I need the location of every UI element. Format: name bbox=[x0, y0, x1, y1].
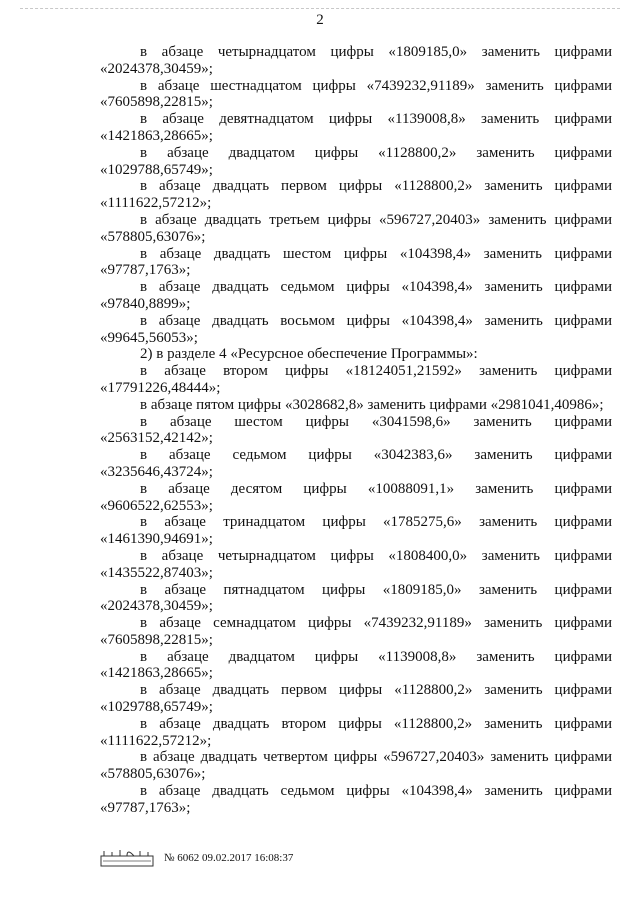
amendment-line: в абзаце двадцать четвертом цифры «596727,20403» заменить цифрами bbox=[140, 749, 612, 766]
amendment-value: «1461390,94691»; bbox=[100, 531, 213, 548]
amendment-line: в абзаце двадцать седьмом цифры «104398,4» заменить цифрами bbox=[140, 783, 612, 800]
amendment-value: «17791226,48444»; bbox=[100, 379, 221, 396]
amendment-value: «7605898,22815»; bbox=[100, 631, 213, 648]
amendments-block-1 bbox=[100, 44, 612, 346]
amendment-value: «7605898,22815»; bbox=[100, 94, 213, 111]
section-heading: 2) в разделе 4 «Ресурсное обеспечение Программы»: bbox=[140, 346, 478, 363]
amendment-line: в абзаце тринадцатом цифры «1785275,6» заменить цифрами bbox=[140, 514, 612, 531]
registry-stamp-icon bbox=[100, 848, 154, 868]
amendment-line: в абзаце четырнадцатом цифры «1808400,0» заменить цифрами bbox=[140, 547, 612, 564]
amendment-line: в абзаце двадцать втором цифры «1128800,2» заменить цифрами bbox=[140, 715, 612, 732]
amendment-value: «578805,63076»; bbox=[100, 766, 206, 783]
amendment-value: «97787,1763»; bbox=[100, 262, 191, 279]
amendment-line: в абзаце двадцать седьмом цифры «104398,4» заменить цифрами bbox=[140, 279, 612, 296]
amendment-value: «97840,8899»; bbox=[100, 295, 191, 312]
amendment-line: в абзаце десятом цифры «10088091,1» заменить цифрами bbox=[140, 480, 612, 497]
amendment-value: «99645,56053»; bbox=[100, 329, 198, 346]
page-top-border bbox=[20, 8, 620, 9]
amendment-value: «1435522,87403»; bbox=[100, 564, 213, 581]
amendment-value: «2024378,30459»; bbox=[100, 60, 213, 77]
amendment-line: в абзаце шестом цифры «3041598,6» заменить цифрами «2563152,42142»; bbox=[100, 413, 612, 447]
amendment-value: «2024378,30459»; bbox=[100, 598, 213, 615]
amendment-value: «1029788,65749»; bbox=[100, 161, 213, 178]
amendment-value: «578805,63076»; bbox=[100, 228, 206, 245]
amendments-block-2 bbox=[100, 363, 612, 817]
amendment-line: в абзаце пятом цифры «3028682,8» заменить цифрами «2981041,40986»; bbox=[140, 396, 604, 413]
amendment-value: «1111622,57212»; bbox=[100, 195, 212, 212]
amendment-line: в абзаце девятнадцатом цифры «1139008,8» заменить цифрами bbox=[140, 111, 612, 128]
amendment-value: «3235646,43724»; bbox=[100, 463, 213, 480]
registration-stamp-text: № 6062 09.02.2017 16:08:37 bbox=[164, 852, 294, 864]
amendment-line: в абзаце пятнадцатом цифры «1809185,0» заменить цифрами bbox=[140, 581, 612, 598]
amendment-value: «9606522,62553»; bbox=[100, 497, 213, 514]
amendment-line: в абзаце двадцать шестом цифры «104398,4» заменить цифрами bbox=[140, 245, 612, 262]
page-number: 2 bbox=[316, 12, 324, 28]
amendment-value: «97787,1763»; bbox=[100, 799, 191, 816]
amendment-line: в абзаце седьмом цифры «3042383,6» заменить цифрами bbox=[140, 447, 612, 464]
amendment-value: «1111622,57212»; bbox=[100, 732, 212, 749]
amendment-line: в абзаце двадцатом цифры «1139008,8» заменить цифрами bbox=[140, 648, 612, 665]
amendment-value: «1029788,65749»; bbox=[100, 699, 213, 716]
amendment-line: в абзаце двадцать первом цифры «1128800,2» заменить цифрами bbox=[140, 682, 612, 699]
amendment-line: в абзаце шестнадцатом цифры «7439232,91189» заменить цифрами bbox=[140, 77, 612, 94]
amendment-line: в абзаце двадцать третьем цифры «596727,20403» заменить цифрами bbox=[140, 211, 612, 228]
amendment-value: «1421863,28665»; bbox=[100, 665, 213, 682]
amendment-line: в абзаце семнадцатом цифры «7439232,91189» заменить цифрами bbox=[140, 615, 612, 632]
amendment-line: в абзаце двадцать первом цифры «1128800,2» заменить цифрами bbox=[140, 178, 612, 195]
amendment-line: в абзаце двадцатом цифры «1128800,2» заменить цифрами bbox=[140, 144, 612, 161]
amendment-value: «1421863,28665»; bbox=[100, 127, 213, 144]
amendment-line: в абзаце втором цифры «18124051,21592» заменить цифрами bbox=[140, 363, 612, 380]
document-footer bbox=[100, 848, 293, 868]
amendment-line: в абзаце двадцать восьмом цифры «104398,4» заменить цифрами bbox=[140, 312, 612, 329]
amendment-line: в абзаце четырнадцатом цифры «1809185,0» заменить цифрами bbox=[140, 44, 612, 60]
document-body bbox=[100, 44, 612, 817]
